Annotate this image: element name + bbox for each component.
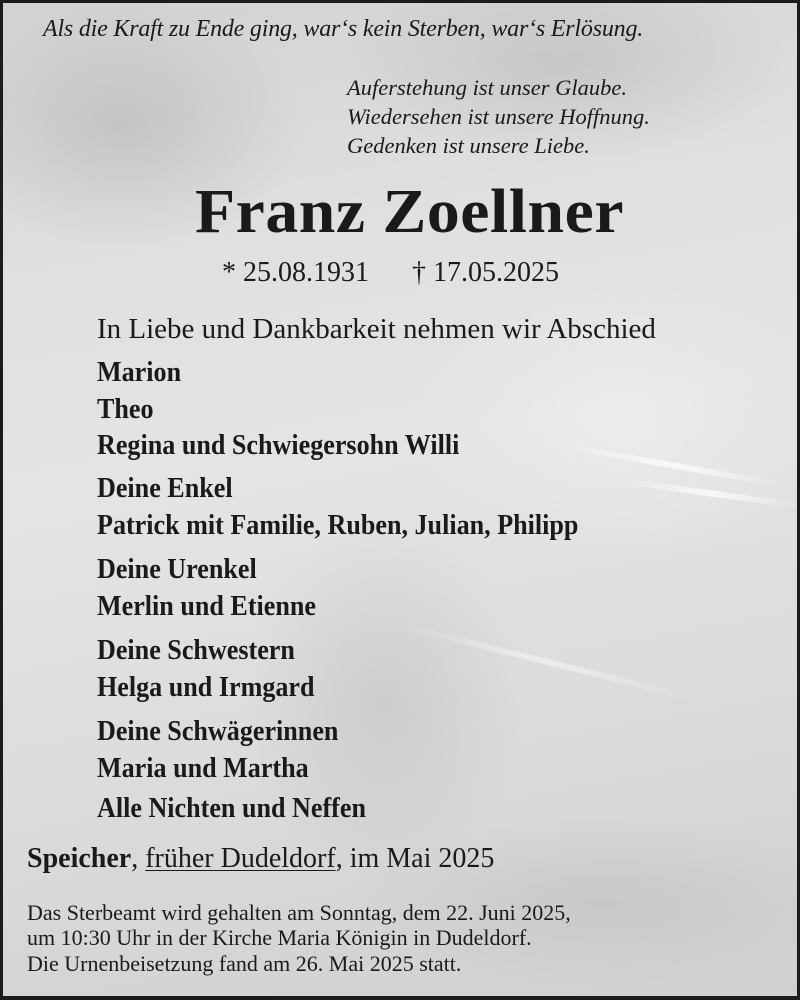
farewell-intro: In Liebe und Dankbarkeit nehmen wir Abschied	[97, 313, 656, 345]
mourner-group-heading: Deine Enkel	[97, 472, 233, 504]
service-notice-line-2: um 10:30 Uhr in der Kirche Maria Königin in Dudeldorf.	[27, 925, 532, 950]
mourner-line: Marion	[97, 356, 182, 388]
motto-line: Als die Kraft zu Ende ging, war‘s kein Sterben, war‘s Erlösung.	[43, 16, 644, 42]
mourner-line: Alle Nichten und Neffen	[97, 792, 366, 824]
mourner-group-heading: Deine Schwestern	[97, 634, 295, 666]
service-notice-line-1: Das Sterbeamt wird gehalten am Sonntag, dem 22. Juni 2025,	[27, 900, 571, 925]
mourner-line: Patrick mit Familie, Ruben, Julian, Philipp	[97, 509, 579, 541]
service-notice-line-3: Die Urnenbeisetzung fand am 26. Mai 2025 statt.	[27, 951, 462, 976]
background-light-ray	[562, 443, 790, 489]
verse-line-3: Gedenken ist unsere Liebe.	[347, 133, 590, 158]
verse-line-1: Auferstehung ist unser Glaube.	[347, 75, 627, 100]
place-and-date	[27, 843, 494, 875]
mourner-line: Regina und Schwiegersohn Willi	[97, 429, 460, 461]
deceased-name: Franz Zoellner	[195, 178, 625, 246]
place-separator: ,	[131, 843, 146, 874]
background-light-ray	[402, 623, 695, 701]
mourner-line: Maria und Martha	[97, 752, 309, 784]
mourner-group-heading: Deine Schwägerinnen	[97, 715, 339, 747]
place-former: früher Dudeldorf	[145, 843, 336, 874]
mourner-group-heading: Deine Urenkel	[97, 553, 257, 585]
obituary-card	[3, 3, 797, 996]
mourner-line: Helga und Irmgard	[97, 671, 315, 703]
place-town: Speicher	[27, 843, 132, 874]
verse-line-2: Wiedersehen ist unsere Hoffnung.	[347, 104, 650, 129]
mourner-line: Merlin und Etienne	[97, 590, 316, 622]
death-date: † 17.05.2025	[412, 257, 559, 288]
birth-date: * 25.08.1931	[222, 257, 369, 288]
place-date: , im Mai 2025	[335, 843, 495, 874]
mourner-line: Theo	[97, 393, 154, 425]
